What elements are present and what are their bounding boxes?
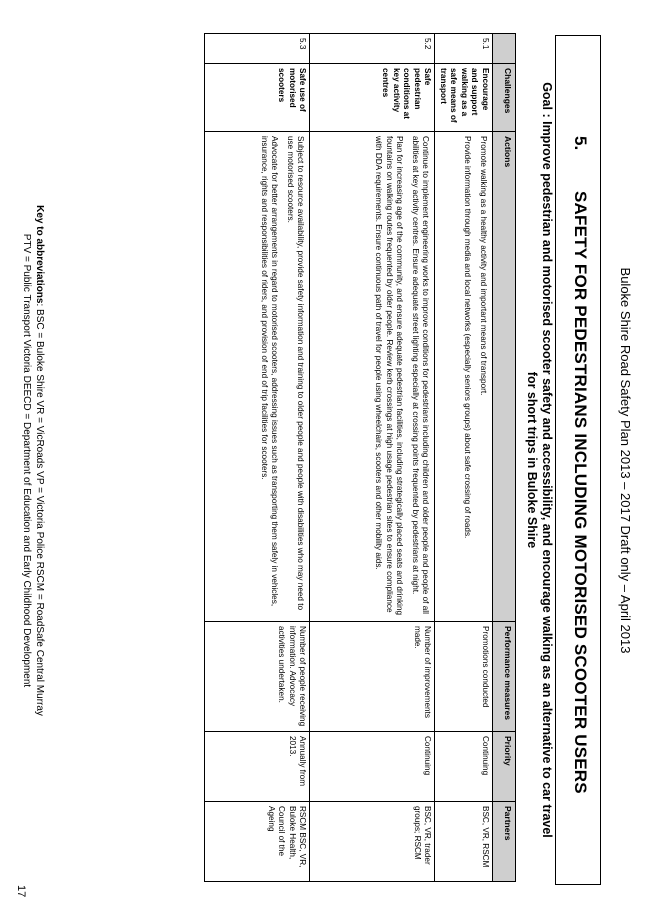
action-plan-table	[205, 33, 517, 882]
action-text: Promote walking as a healthy activity and important means of transport.	[479, 136, 488, 396]
abbreviations-label: Key to abbreviations	[34, 205, 45, 304]
goal-line-2: for short trips in Buloke Shire	[525, 371, 539, 549]
row-partners: BSC, VR, RSCM	[435, 802, 493, 882]
row-priority: Continuing	[435, 732, 493, 802]
action-text: Plan for increasing age of the community, and ensure adequate pedestrian facilities, including strategically placed seats and drinking fountains on walking routes frequented by older people. Review kerb crossings at high usage pedestrian sites to ensure compliance with DDA requirements. Ensure continuous path of travel for people using wheelchairs, scooters and other mobility aids.	[374, 136, 405, 616]
abbreviations-text-1: : BSC = Buloke Shire VR = VicRoads VP = Victoria Police RSCM = RoadSafe Central Murray	[34, 303, 45, 716]
row-priority: Continuing	[310, 732, 435, 802]
table-row	[435, 34, 493, 882]
goal-statement	[524, 30, 554, 890]
row-number: 5.1	[435, 34, 493, 64]
row-actions	[205, 132, 310, 622]
action-text: Provide information through media and local networks (especially seniors groups) about safe crossing of roads.	[463, 136, 473, 539]
row-performance: Number of improvements made.	[310, 622, 435, 732]
header-performance: Performance measures	[493, 622, 516, 732]
action-text: Subject to resource availability, provide safety information and training to older people and people with disabilities who may need to use motorised scooters.	[286, 136, 306, 611]
running-header: Buloke Shire Road Safety Plan 2013 – 2017 Draft only – April 2013	[618, 267, 633, 654]
header-challenges: Challenges	[493, 64, 516, 132]
row-challenge: Safe use of motorised scooters	[205, 64, 310, 132]
table-row	[310, 34, 435, 882]
action-text: Advocate for better arrangements in regard to motorised scooters, addressing issues such as transporting them safely in vehicles, insurance, rights and responsibilities of riders, and provision of end of trip facilities for scooters.	[260, 136, 280, 607]
abbreviations-line-2: PTV = Public Transport Victoria DEECD = Department of Education and Early Childhood Development	[21, 233, 32, 688]
abbreviations-key	[20, 0, 46, 921]
row-performance: Number of people receiving information. Advocacy activities undertaken.	[205, 622, 310, 732]
section-title-box	[555, 35, 601, 885]
page-number: 17	[15, 885, 27, 898]
header-priority: Priority	[493, 732, 516, 802]
header-partners: Partners	[493, 802, 516, 882]
goal-line-1: Goal : Improve pedestrian and motorised scooter safety and accessibility, and encourage walking as an alternative to car travel	[540, 82, 554, 838]
row-partners: RSCM BSC, VR, Buloke Health, Council of the Ageing	[205, 802, 310, 882]
row-actions	[310, 132, 435, 622]
row-partners: BSC, VR, trader groups; RSCM	[310, 802, 435, 882]
header-num	[493, 34, 516, 64]
row-priority: Annually from 2013.	[205, 732, 310, 802]
table-header-row	[493, 34, 516, 882]
row-number: 5.2	[310, 34, 435, 64]
section-number: 5.	[571, 136, 590, 151]
abbreviations-line-1	[33, 0, 46, 921]
row-actions	[435, 132, 493, 622]
section-title: SAFETY FOR PEDESTRIANS INCLUDING MOTORISED SCOOTER USERS	[571, 191, 590, 794]
header-actions: Actions	[493, 132, 516, 622]
row-number: 5.3	[205, 34, 310, 64]
row-challenge: Encourage and support walking as a safe means of transport	[435, 64, 493, 132]
row-performance: Promotions conducted	[435, 622, 493, 732]
action-text: Continue to implement engineering works to improve conditions for pedestrians including children and older people and people of all abilities at key activity centres. Ensure adequate street lighting especially at crossing points frequented by pedestrians at night.	[411, 136, 431, 614]
row-challenge: Safe pedestrian conditions at key activity centres	[310, 64, 435, 132]
table-row	[205, 34, 310, 882]
